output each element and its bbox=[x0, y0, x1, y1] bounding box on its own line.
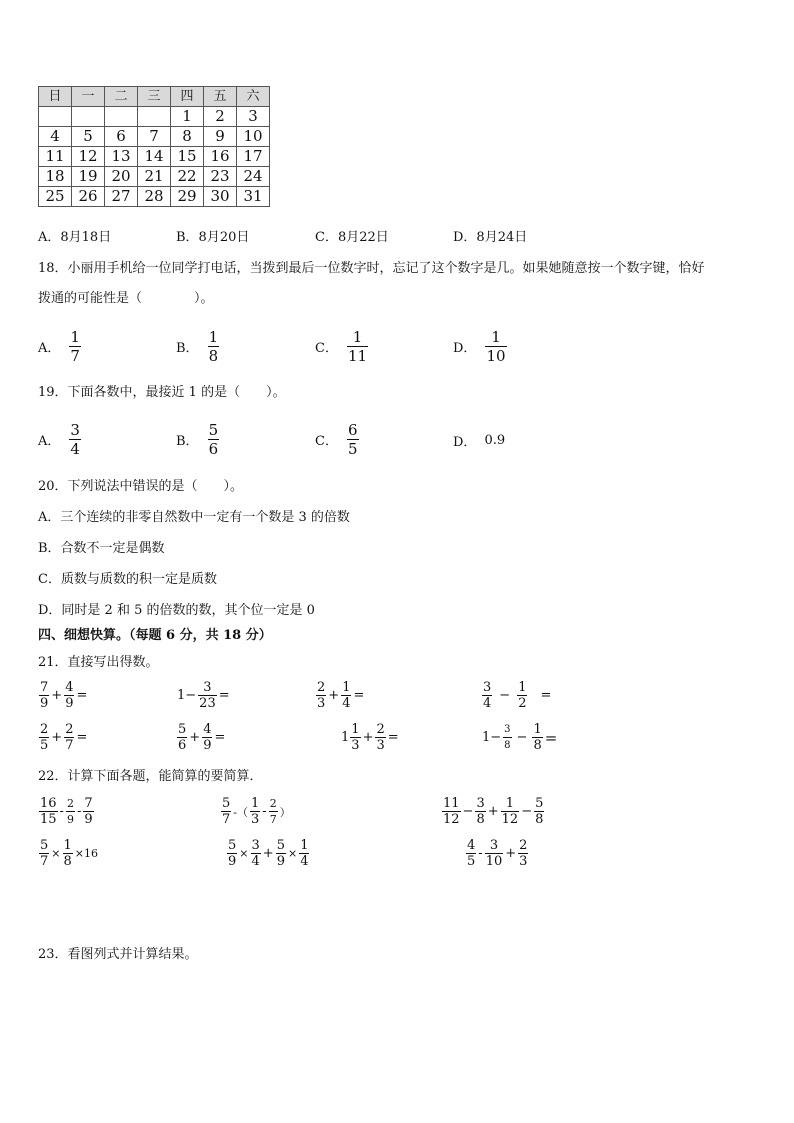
mixed-number: 1 $\frac{1}{3}$ bbox=[341, 722, 360, 753]
calendar-cell: 4 bbox=[39, 127, 72, 147]
calendar-cell: 6 bbox=[105, 127, 138, 147]
q22-calculation-6: $\frac{4}{5}$ - $\frac{3}{10}$ + $\frac{2}{3}$ bbox=[467, 838, 528, 869]
q22-calculation-4: $\frac{5}{7}$ × $\frac{1}{8}$ ×16 bbox=[40, 838, 98, 869]
calendar-cell: 11 bbox=[39, 147, 72, 167]
fraction: $\frac{1}{2}$ bbox=[518, 680, 527, 711]
fraction: $\frac{3}{10}$ bbox=[485, 838, 503, 869]
option-label: D． bbox=[453, 435, 477, 450]
fraction: $\frac{5}{9}$ bbox=[228, 838, 237, 869]
option-label: A． bbox=[38, 434, 61, 449]
q21-expression-8: 1− $\frac{3}{8}$ − $\frac{1}{8}$ = bbox=[482, 722, 558, 753]
calendar-cell: 15 bbox=[171, 147, 204, 167]
calendar-cell: 3 bbox=[237, 107, 270, 127]
q20-option-c: C．质数与质数的积一定是质数 bbox=[38, 572, 217, 587]
fraction: $\frac{5}{7}$ bbox=[222, 796, 231, 827]
q18-option-c bbox=[315, 328, 369, 365]
fraction: $\frac{3}{4}$ bbox=[70, 421, 80, 458]
fraction: $\frac{2}{3}$ bbox=[519, 838, 528, 869]
calendar-cell bbox=[105, 107, 138, 127]
fraction: $\frac{3}{23}$ bbox=[199, 680, 216, 711]
fraction: $\frac{1}{7}$ bbox=[70, 328, 80, 365]
q17-option-d: D．8月24日 bbox=[453, 230, 528, 245]
q17-option-c: C．8月22日 bbox=[315, 230, 389, 245]
calendar-cell: 25 bbox=[39, 187, 72, 207]
fraction: $\frac{4}{5}$ bbox=[467, 838, 476, 869]
calendar-header-cell: 四 bbox=[171, 87, 204, 107]
calendar-cell: 12 bbox=[72, 147, 105, 167]
q19-option-c bbox=[315, 421, 360, 458]
fraction: $\frac{1}{11}$ bbox=[347, 328, 368, 365]
fraction: $\frac{1}{8}$ bbox=[63, 838, 72, 869]
calendar-header-cell: 日 bbox=[39, 87, 72, 107]
q20-option-b: B．合数不一定是偶数 bbox=[38, 541, 165, 556]
q18-stem-line1: 18．小丽用手机给一位同学打电话，当拨到最后一位数字时，忘记了这个数字是几。如果她随意按一个数字键，恰好 bbox=[38, 261, 705, 276]
calendar-table bbox=[38, 86, 270, 207]
fraction: $\frac{5}{6}$ bbox=[178, 722, 187, 753]
calendar-cell: 30 bbox=[204, 187, 237, 207]
q22-calculation-5: $\frac{5}{9}$ × $\frac{3}{4}$ + $\frac{5}{9}$ × $\frac{1}{4}$ bbox=[228, 838, 309, 869]
calendar-row bbox=[39, 147, 270, 167]
fraction: $\frac{3}{8}$ bbox=[504, 724, 511, 751]
calendar-cell: 7 bbox=[138, 127, 171, 147]
calendar-header-cell: 五 bbox=[204, 87, 237, 107]
calendar-row bbox=[39, 107, 270, 127]
calendar-cell: 5 bbox=[72, 127, 105, 147]
calendar-header-cell: 三 bbox=[138, 87, 171, 107]
option-label: C． bbox=[315, 434, 338, 449]
q23-stem: 23．看图列式并计算结果。 bbox=[38, 947, 198, 962]
q22-stem: 22．计算下面各题，能简算的要简算． bbox=[38, 769, 263, 784]
fraction: $\frac{11}{12}$ bbox=[443, 796, 460, 827]
q17-option-b: B．8月20日 bbox=[176, 230, 250, 245]
q19-option-b bbox=[176, 421, 220, 458]
calendar-header-row bbox=[39, 87, 270, 107]
calendar-cell: 1 bbox=[171, 107, 204, 127]
fraction: $\frac{3}{4}$ bbox=[483, 680, 492, 711]
fraction: $\frac{1}{8}$ bbox=[208, 328, 219, 365]
q18-option-b bbox=[176, 328, 220, 365]
calendar-cell: 2 bbox=[204, 107, 237, 127]
fraction: $\frac{2}{3}$ bbox=[317, 680, 326, 711]
calendar-cell bbox=[138, 107, 171, 127]
q22-calculation-3: $\frac{11}{12}$ − $\frac{3}{8}$ + $\frac{1}{12}$ − $\frac{5}{8}$ bbox=[443, 796, 544, 827]
calendar-cell: 22 bbox=[171, 167, 204, 187]
q22-calculation-1: $\frac{16}{15}$ - $\frac{2}{9}$ - $\frac{7}{9}$ bbox=[40, 796, 93, 827]
calendar-cell: 27 bbox=[105, 187, 138, 207]
calendar-header-cell: 二 bbox=[105, 87, 138, 107]
q21-expression-4: $\frac{3}{4}$ − $\frac{1}{2}$ = bbox=[483, 680, 552, 711]
q17-option-a: A．8月18日 bbox=[38, 230, 112, 245]
q18-option-d bbox=[453, 328, 508, 365]
calendar-cell: 14 bbox=[138, 147, 171, 167]
calendar-cell: 13 bbox=[105, 147, 138, 167]
calendar-cell: 20 bbox=[105, 167, 138, 187]
fraction: $\frac{7}{9}$ bbox=[40, 680, 49, 711]
calendar-header-cell: 一 bbox=[72, 87, 105, 107]
fraction: $\frac{4}{9}$ bbox=[65, 680, 74, 711]
option-value: 0.9 bbox=[484, 433, 506, 448]
option-label: D． bbox=[453, 341, 477, 356]
calendar-cell: 28 bbox=[138, 187, 171, 207]
q20-option-a: A．三个连续的非零自然数中一定有一个数是 3 的倍数 bbox=[38, 510, 350, 525]
q22-calculation-2: $\frac{5}{7}$ -（ $\frac{1}{3}$ - $\frac{2}{7}$ ） bbox=[222, 796, 291, 827]
q21-expression-6: $\frac{5}{6}$ + $\frac{4}{9}$ = bbox=[178, 722, 226, 753]
calendar-cell: 21 bbox=[138, 167, 171, 187]
calendar-cell: 26 bbox=[72, 187, 105, 207]
fraction: $\frac{6}{5}$ bbox=[347, 421, 358, 458]
calendar-cell: 29 bbox=[171, 187, 204, 207]
q19-option-a bbox=[38, 421, 82, 458]
q18-option-a bbox=[38, 328, 82, 365]
section-heading: 四、细想快算。（每题 6 分，共 18 分） bbox=[38, 628, 272, 643]
q19-option-d bbox=[453, 431, 505, 450]
fraction: $\frac{5}{9}$ bbox=[276, 838, 285, 869]
calendar-cell bbox=[72, 107, 105, 127]
calendar-cell bbox=[39, 107, 72, 127]
fraction: $\frac{3}{8}$ bbox=[476, 796, 485, 827]
q20-option-d: D．同时是 2 和 5 的倍数的数，其个位一定是 0 bbox=[38, 603, 315, 618]
q21-stem: 21．直接写出得数。 bbox=[38, 655, 159, 670]
calendar-row bbox=[39, 167, 270, 187]
fraction: $\frac{5}{8}$ bbox=[535, 796, 544, 827]
calendar-cell: 10 bbox=[237, 127, 270, 147]
q21-expression-5: $\frac{2}{5}$ + $\frac{2}{7}$ = bbox=[40, 722, 88, 753]
fraction: $\frac{1}{12}$ bbox=[501, 796, 519, 827]
calendar-cell: 19 bbox=[72, 167, 105, 187]
calendar-header-cell: 六 bbox=[237, 87, 270, 107]
calendar-cell: 31 bbox=[237, 187, 270, 207]
fraction: $\frac{1}{4}$ bbox=[300, 838, 309, 869]
fraction: $\frac{2}{3}$ bbox=[376, 722, 385, 753]
fraction: $\frac{1}{10}$ bbox=[486, 328, 506, 365]
calendar-cell: 16 bbox=[204, 147, 237, 167]
calendar-cell: 17 bbox=[237, 147, 270, 167]
q21-expression-3: $\frac{2}{3}$ + $\frac{1}{4}$ = bbox=[317, 680, 365, 711]
fraction: $\frac{2}{7}$ bbox=[269, 797, 277, 826]
q18-stem-line2: 拨通的可能性是（ ）。 bbox=[38, 291, 214, 306]
q21-expression-7: 1 $\frac{1}{3}$ + $\frac{2}{3}$ = bbox=[341, 722, 399, 753]
calendar-row bbox=[39, 127, 270, 147]
calendar-cell: 23 bbox=[204, 167, 237, 187]
fraction: $\frac{2}{7}$ bbox=[65, 722, 74, 753]
calendar-cell: 24 bbox=[237, 167, 270, 187]
option-label: B． bbox=[176, 341, 199, 356]
option-label: C． bbox=[315, 341, 338, 356]
option-label: A． bbox=[38, 341, 61, 356]
calendar-cell: 8 bbox=[171, 127, 204, 147]
fraction: $\frac{5}{7}$ bbox=[40, 838, 49, 869]
q20-stem: 20．下列说法中错误的是（ ）。 bbox=[38, 479, 244, 494]
calendar-cell: 9 bbox=[204, 127, 237, 147]
calendar-cell: 18 bbox=[39, 167, 72, 187]
q21-expression-2: 1− $\frac{3}{23}$ = bbox=[177, 680, 230, 711]
q19-stem: 19．下面各数中，最接近 1 的是（ ）。 bbox=[38, 385, 286, 400]
fraction: $\frac{2}{5}$ bbox=[40, 722, 49, 753]
option-label: B． bbox=[176, 434, 199, 449]
fraction: $\frac{16}{15}$ bbox=[40, 796, 57, 827]
fraction: $\frac{5}{6}$ bbox=[208, 421, 219, 458]
calendar-row bbox=[39, 187, 270, 207]
fraction: $\frac{3}{4}$ bbox=[251, 838, 260, 869]
fraction: $\frac{1}{8}$ bbox=[533, 722, 542, 753]
fraction: $\frac{1}{3}$ bbox=[351, 722, 360, 753]
fraction: $\frac{2}{9}$ bbox=[66, 797, 74, 826]
fraction: $\frac{4}{9}$ bbox=[203, 722, 212, 753]
fraction: $\frac{7}{9}$ bbox=[84, 796, 93, 827]
q21-expression-1: $\frac{7}{9}$ + $\frac{4}{9}$ = bbox=[40, 680, 88, 711]
fraction: $\frac{1}{4}$ bbox=[342, 680, 351, 711]
fraction: $\frac{1}{3}$ bbox=[251, 796, 260, 827]
